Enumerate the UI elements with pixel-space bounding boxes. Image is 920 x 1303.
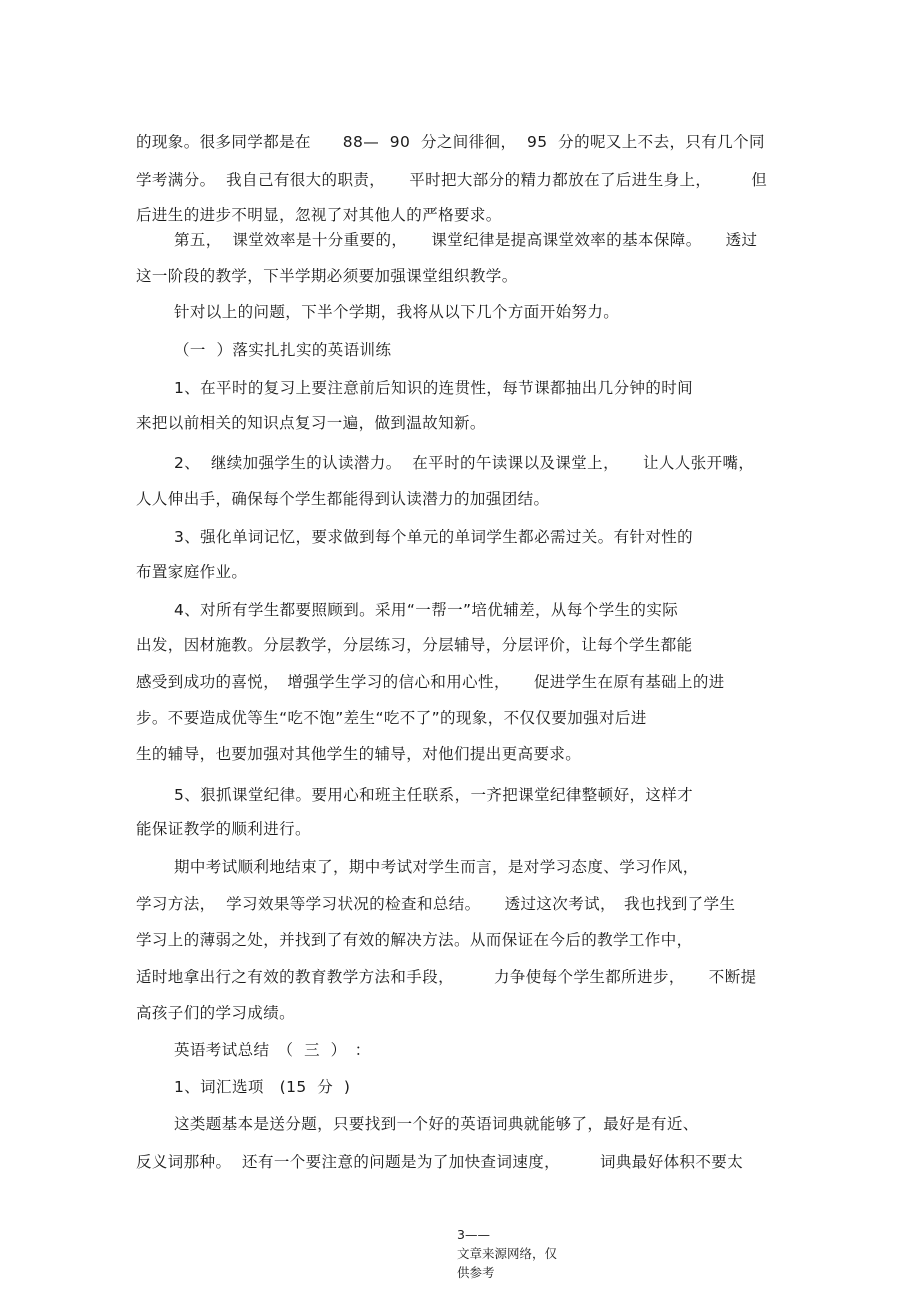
text-line: 4、对所有学生都要照顾到。采用“一帮一”培优辅差，从每个学生的实际 xyxy=(174,601,679,619)
text-line: 布置家庭作业。 xyxy=(136,563,248,581)
text-line: 这类题基本是送分题，只要找到一个好的英语词典就能够了，最好是有近、 xyxy=(174,1115,699,1133)
text-line: 后进生的进步不明显，忽视了对其他人的严格要求。 xyxy=(136,206,502,224)
text-line: 适时地拿出行之有效的教育教学方法和手段， 力争使每个学生都所进步， 不断提 xyxy=(136,968,757,986)
text-line: 步。不要造成优等生“吃不饱”差生“吃不了”的现象，不仅仅要加强对后进 xyxy=(136,709,647,727)
text-line: 这一阶段的教学，下半学期必须要加强课堂组织教学。 xyxy=(136,267,518,285)
page-footer xyxy=(457,1225,557,1282)
section-heading: （一 ）落实扎扎实的英语训练 xyxy=(174,341,392,359)
text-line: 针对以上的问题，下半个学期，我将从以下几个方面开始努力。 xyxy=(174,303,620,321)
source-note: 文章来源网络，仅 xyxy=(457,1246,558,1261)
source-note: 供参考 xyxy=(457,1265,495,1280)
text-line: 第五， 课堂效率是十分重要的， 课堂纪律是提高课堂效率的基本保障。 透过 xyxy=(174,231,758,249)
text-line: 感受到成功的喜悦， 增强学生学习的信心和用心性， 促进学生在原有基础上的进 xyxy=(136,673,725,691)
text-line: 学习方法， 学习效果等学习状况的检查和总结。 透过这次考试， 我也找到了学生 xyxy=(136,895,736,913)
text-line: 反义词那种。 还有一个要注意的问题是为了加快查词速度， 词典最好体积不要太 xyxy=(136,1153,744,1171)
text-line: 生的辅导，也要加强对其他学生的辅导，对他们提出更高要求。 xyxy=(136,745,582,763)
text-line: 高孩子们的学习成绩。 xyxy=(136,1004,296,1022)
text-line: 的现象。很多同学都是在 88— 90 分之间徘徊， 95 分的呢又上不去，只有几个同 xyxy=(136,133,765,151)
text-line: 学考满分。 我自己有很大的职责， 平时把大部分的精力都放在了后进生身上， 但 xyxy=(136,171,768,189)
text-line: 1、在平时的复习上要注意前后知识的连贯性，每节课都抽出几分钟的时间 xyxy=(174,379,694,397)
text-line: 学习上的薄弱之处，并找到了有效的解决方法。从而保证在今后的教学工作中， xyxy=(136,931,693,949)
section-heading: 英语考试总结 （ 三 ） ： xyxy=(174,1041,371,1059)
text-line: 期中考试顺利地结束了，期中考试对学生而言，是对学习态度、学习作风， xyxy=(174,858,699,876)
text-line: 3、强化单词记忆，要求做到每个单元的单词学生都必需过关。有针对性的 xyxy=(174,528,694,546)
text-line: 出发，因材施教。分层教学，分层练习，分层辅导，分层评价，让每个学生都能 xyxy=(136,636,693,654)
text-line: 人人伸出手，确保每个学生都能得到认读潜力的加强团结。 xyxy=(136,490,550,508)
text-line: 来把以前相关的知识点复习一遍，做到温故知新。 xyxy=(136,414,486,432)
text-line: 2、 继续加强学生的认读潜力。 在平时的午读课以及课堂上， 让人人张开嘴， xyxy=(174,454,755,472)
section-heading: 1、词汇选项 (15 分 ) xyxy=(174,1078,351,1096)
page-number: 3—— xyxy=(457,1227,490,1242)
text-line: 5、狠抓课堂纪律。要用心和班主任联系，一齐把课堂纪律整顿好，这样才 xyxy=(174,786,694,804)
text-line: 能保证教学的顺利进行。 xyxy=(136,820,311,838)
